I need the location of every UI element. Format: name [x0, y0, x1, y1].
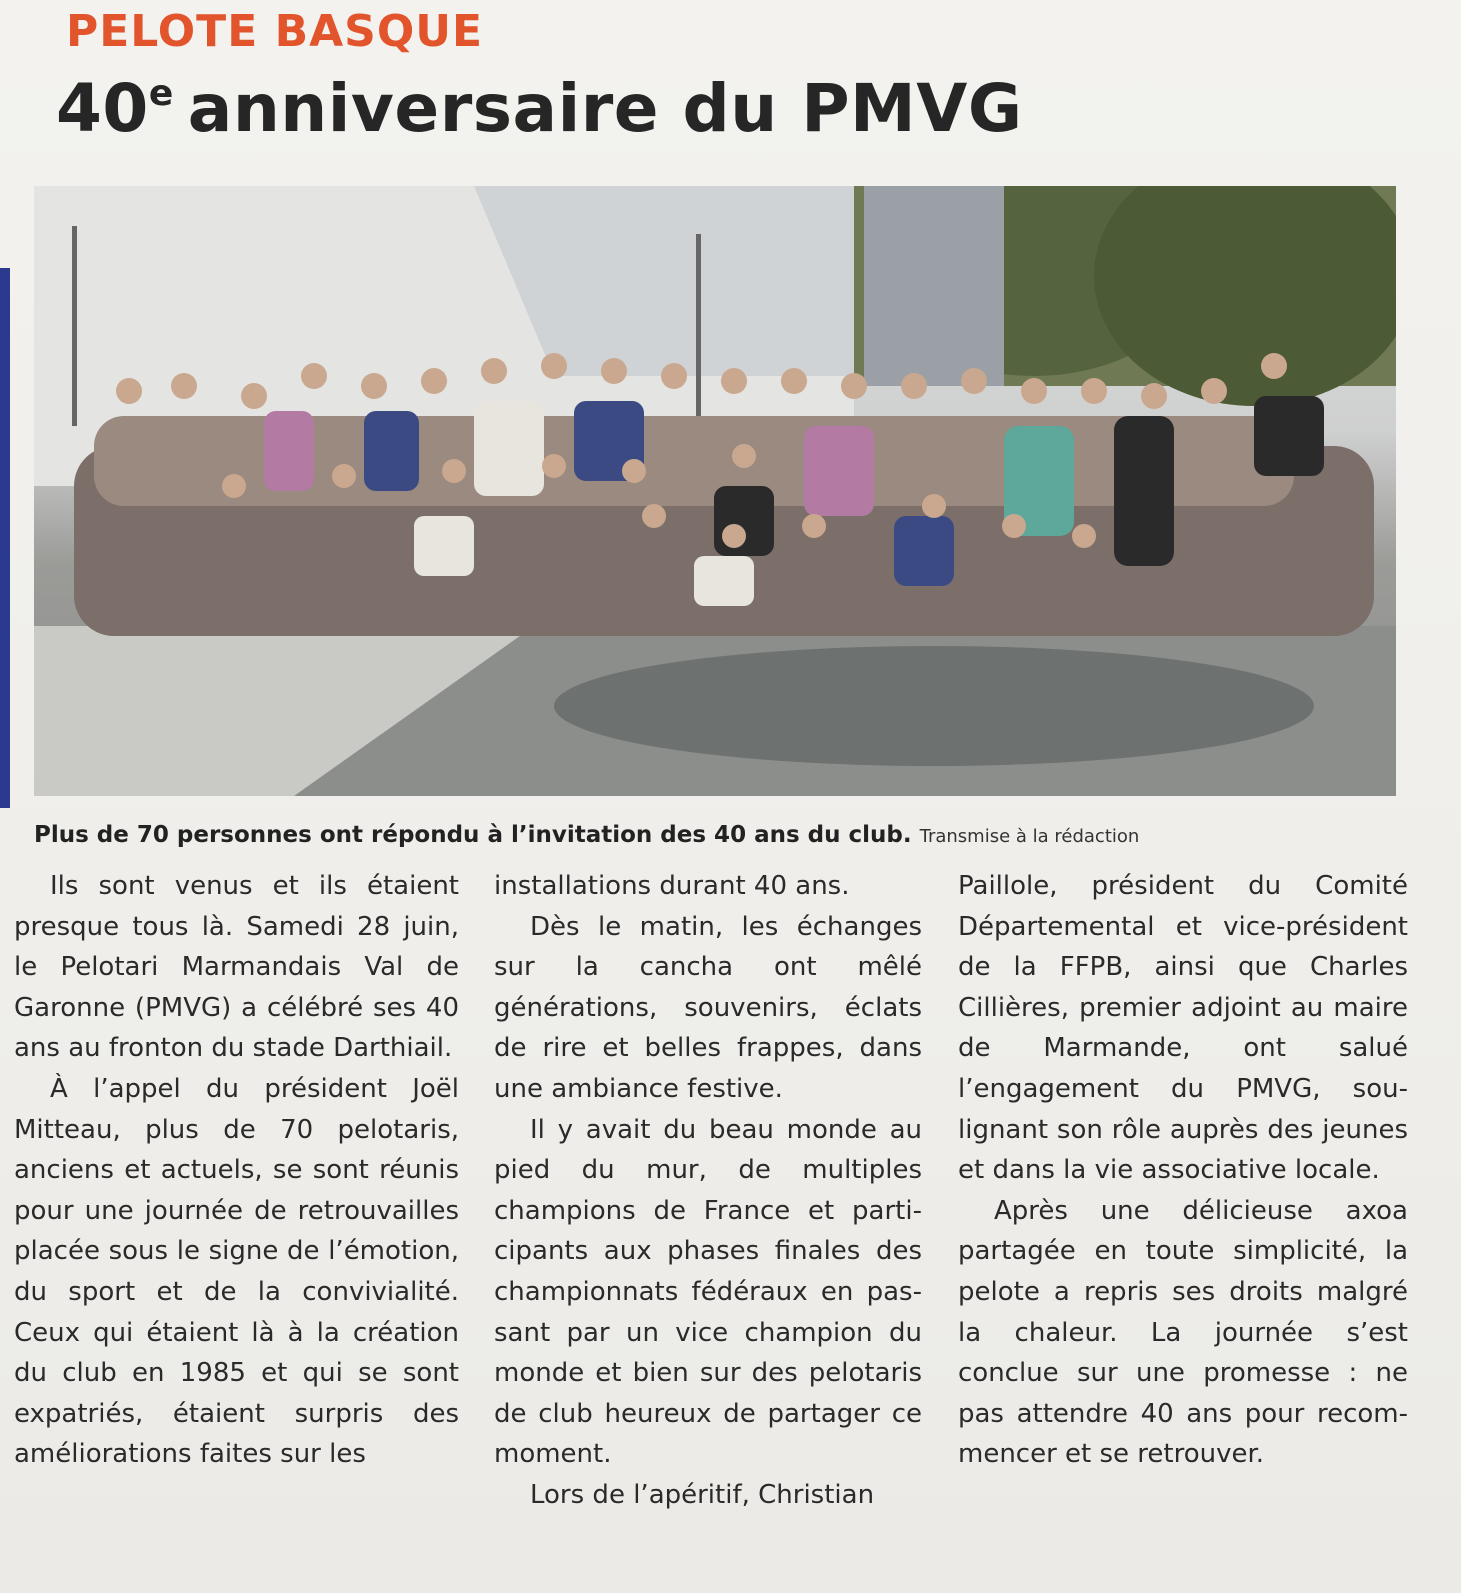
article-column-3 [958, 866, 1408, 1475]
paragraph: Lors de l’apéritif, Christian [530, 1479, 875, 1510]
lamp-post [696, 234, 701, 424]
lamp-post [72, 226, 77, 426]
tree-shadow [554, 646, 1314, 766]
paragraph: installations durant 40 ans. [494, 871, 850, 901]
photo-caption [34, 822, 1139, 848]
paragraph: Dès le matin, les échanges sur la cancha ont mêlé générations, souvenirs, éclats de rire et belles frappes, dans une ambiance festive. [494, 911, 922, 1104]
caption-text: Plus de 70 personnes ont répondu à l’invitation des 40 ans du club. [34, 822, 912, 848]
headline-text: anniversaire du PMVG [187, 70, 1023, 147]
paragraph: Après une délicieuse axoa partagée en toute simplicité, la pelote a repris ses droits malgré la chaleur. La journée s’est conclue sur une promesse : ne pas attendre 40 ans pour recommencer et se retrouver. [958, 1195, 1408, 1470]
building-background [864, 186, 1004, 386]
article-column-2 [494, 866, 922, 1516]
headline-number: 40 [56, 70, 149, 147]
group-photo-illustration [34, 186, 1396, 796]
paragraph: Ils sont venus et ils étaient presque tous là. Samedi 28 juin, le Pelotari Marmandais Val de Garonne (PMVG) a célébré ses 40 ans au fronton du stade Darthiail. [14, 871, 459, 1064]
headline-superscript: e [148, 73, 174, 114]
article-column-1 [14, 866, 459, 1475]
paragraph: Il y avait du beau monde au pied du mur, de multiples champions de France et participants aux phases finales des championnats fédéraux en passant par un vice champion du monde et bien sur des pelotaris de club heureux de partager ce moment. [494, 1114, 922, 1470]
group-photo [34, 186, 1396, 796]
paragraph: À l’appel du président Joël Mitteau, plus de 70 pelotaris, anciens et actuels, se sont réunis pour une journée de retrouvailles placée sous le signe de l’émotion, du sport et de la convivialité. Ceux qui étaient là à la création du club en 1985 et qui se sont expatriés, étaient surpris des améliorations faites sur les [14, 1073, 459, 1470]
page-edge-color-strip [0, 268, 10, 808]
article-headline [56, 70, 1023, 147]
paragraph: Paillole, président du Comité Départemental et vice-président de la FFPB, ainsi que Charles Cillières, premier adjoint au maire de Marmande, ont salué l’engagement du PMVG, soulignant son rôle auprès des jeunes et dans la vie associative locale. [958, 871, 1408, 1186]
photo-credit: Transmise à la rédaction [919, 826, 1140, 847]
section-kicker: PELOTE BASQUE [66, 6, 484, 57]
